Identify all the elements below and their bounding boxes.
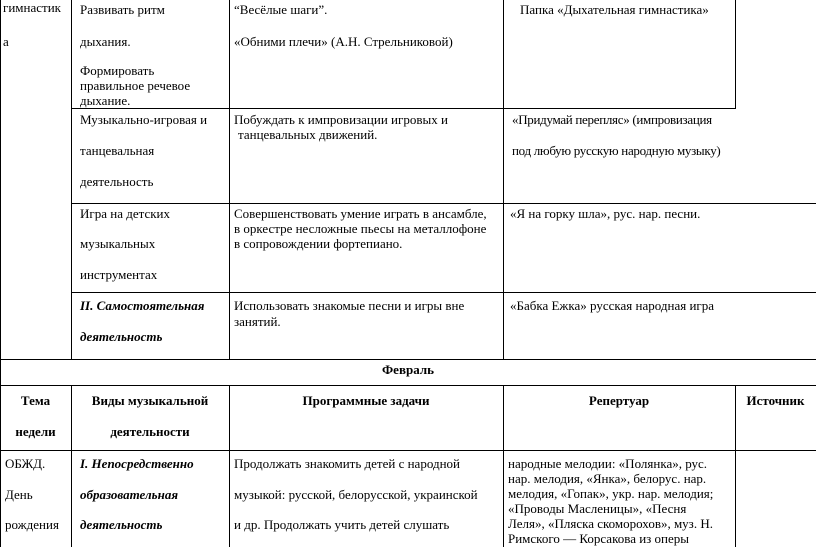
month-heading: Февраль: [382, 362, 434, 377]
cell-text: мелодия, «Гопак», укр. нар. мелодия;: [508, 486, 714, 501]
cell-text: «Я на горку шла», рус. нар. песни.: [510, 206, 701, 221]
cell-text: Побуждать к импровизации игровых и: [234, 112, 448, 127]
cell-text: под любую русскую народную музыку): [512, 143, 721, 158]
grid-line: [229, 0, 230, 360]
grid-line: [229, 385, 230, 547]
cell-text: Формировать: [80, 63, 155, 78]
cell-text: гимнастик: [3, 0, 61, 15]
cell-text: в оркестре несложные пьесы на металлофоне: [234, 221, 487, 236]
grid-line: [735, 385, 736, 547]
cell-text: «Придумай перепляс» (импровизация: [512, 112, 712, 127]
grid-line: [0, 359, 816, 360]
grid-line: [71, 292, 816, 293]
cell-text: «Обними плечи» (А.Н. Стрельниковой): [234, 34, 453, 49]
header-kinds: Виды музыкальной: [91, 393, 209, 408]
grid-line: [0, 385, 816, 386]
cell-text: Леля», «Пляска скоморохов», муз. Н.: [508, 516, 713, 531]
cell-text: танцевальная: [80, 143, 155, 158]
cell-text: занятий.: [234, 314, 281, 329]
grid-line: [0, 0, 1, 360]
cell-text: деятельность: [80, 174, 154, 189]
cell-text: Развивать ритм: [80, 2, 165, 17]
header-week: недели: [15, 424, 56, 439]
cell-text: а: [3, 34, 9, 49]
grid-line: [71, 0, 72, 360]
grid-line: [71, 203, 816, 204]
cell-text: правильное речевое: [80, 78, 191, 93]
cell-text: ОБЖД.: [5, 456, 46, 471]
cell-text: Совершенствовать умение играть в ансамбле,: [234, 206, 487, 221]
cell-text: Римского — Корсакова из оперы: [508, 531, 690, 546]
grid-line: [503, 385, 504, 547]
cell-text: «Проводы Масленицы», «Песня: [508, 501, 687, 516]
cell-text: в сопровождении фортепиано.: [234, 236, 403, 251]
cell-text: деятельность: [80, 329, 163, 344]
cell-text: Музыкально-игровая и: [80, 112, 208, 127]
grid-line: [735, 0, 736, 109]
cell-text: музыкальных: [80, 236, 156, 251]
cell-text: нар. мелодия, «Янка», белорус. нар.: [508, 471, 707, 486]
cell-text: “Весёлые шаги”.: [234, 2, 328, 17]
header-repertoire: Репертуар: [588, 393, 650, 408]
cell-text: Использовать знакомые песни и игры вне: [234, 298, 465, 313]
grid-line: [0, 450, 816, 451]
grid-line: [71, 108, 736, 109]
cell-text: рождения: [5, 517, 59, 532]
header-week: Тема: [20, 393, 51, 408]
cell-text: День: [5, 487, 33, 502]
grid-line: [0, 359, 1, 547]
cell-text: дыхания.: [80, 34, 131, 49]
header-kinds: деятельности: [110, 424, 190, 439]
cell-text: деятельность: [80, 517, 163, 532]
cell-text: танцевальных движений.: [238, 127, 378, 142]
cell-text: Продолжать знакомить детей с народной: [234, 456, 460, 471]
cell-text: Папка «Дыхательная гимнастика»: [520, 2, 709, 17]
cell-text: музыкой: русской, белорусской, украинской: [234, 487, 478, 502]
cell-text: Игра на детских: [80, 206, 170, 221]
cell-text: «Бабка Ежка» русская народная игра: [510, 298, 715, 313]
header-tasks: Программные задачи: [302, 393, 430, 408]
grid-line: [71, 385, 72, 547]
cell-text: образовательная: [80, 487, 179, 502]
cell-text: и др. Продолжать учить детей слушать: [234, 517, 450, 532]
header-source: Источник: [746, 393, 805, 408]
grid-line: [503, 0, 504, 360]
cell-text: II. Самостоятельная: [80, 298, 205, 313]
cell-text: инструментах: [80, 267, 158, 282]
cell-text: дыхание.: [80, 93, 131, 108]
cell-text: I. Непосредственно: [80, 456, 194, 471]
cell-text: народные мелодии: «Полянка», рус.: [508, 456, 708, 471]
